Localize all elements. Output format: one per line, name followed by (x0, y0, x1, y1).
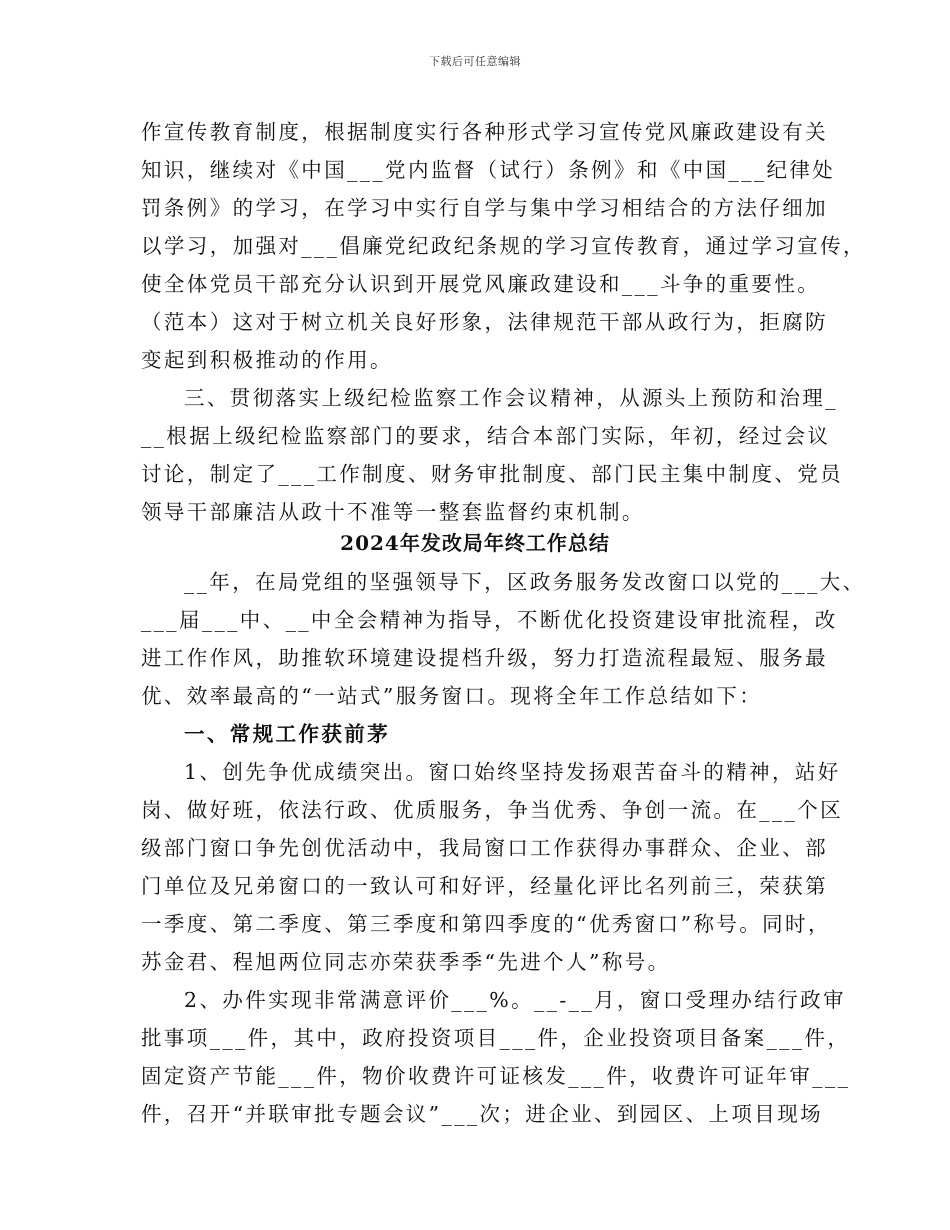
text-line: __根据上级纪检监察部门的要求，结合本部门实际，年初，经过会议 (141, 424, 831, 448)
document-title: 2024年发改局年终工作总结 (340, 531, 610, 555)
text-line: 固定资产节能___件，物价收费许可证核发___件，收费许可证年审___ (141, 1064, 851, 1088)
text-line: 以学习，加强对___倡廉党纪政纪条规的学习宣传教育，通过学习宣传， (141, 234, 866, 258)
page-header: 下载后可任意编辑 (429, 55, 521, 68)
text-line: 门单位及兄弟窗口的一致认可和好评，经量化评比名列前三，荣获第 (141, 874, 828, 898)
text-line: 使全体党员干部充分认识到开展党风廉政建设和___斗争的重要性。 (141, 272, 821, 296)
text-line: 批事项___件，其中，政府投资项目___件，企业投资项目备案___件， (141, 1026, 851, 1050)
text-line: 知识，继续对《中国___党内监督（试行）条例》和《中国___纪律处 (141, 158, 836, 182)
text-line: 1、创先争优成绩突出。窗口始终坚持发扬艰苦奋斗的精神，站好 (184, 760, 841, 784)
text-line: 件，召开“并联审批专题会议”___次；进企业、到园区、上项目现场 (141, 1102, 824, 1126)
text-line: 作宣传教育制度，根据制度实行各种形式学习宣传党风廉政建设有关 (141, 120, 828, 144)
text-line: （范本）这对于树立机关良好形象，法律规范干部从政行为，拒腐防 (141, 310, 828, 334)
section-heading: 一、常规工作获前茅 (184, 722, 391, 746)
text-line: 2、办件实现非常满意评价___%。__-__月，窗口受理办结行政审 (184, 988, 846, 1012)
text-line: 岗、做好班，依法行政、优质服务，争当优秀、争创一流。在___个区 (141, 798, 844, 822)
text-line: 级部门窗口争先创优活动中，我局窗口工作获得办事群众、企业、部 (141, 836, 828, 860)
text-line: 进工作作风，助推软环境建设提档升级，努力打造流程最短、服务最 (141, 646, 828, 670)
text-line: 优、效率最高的“一站式”服务窗口。现将全年工作总结如下： (141, 684, 763, 708)
text-line: 三、贯彻落实上级纪检监察工作会议精神，从源头上预防和治理_ (184, 386, 838, 410)
text-line: __年，在局党组的坚强领导下，区政务服务发改窗口以党的___大、 (184, 570, 866, 594)
text-line: 罚条例》的学习，在学习中实行自学与集中学习相结合的方法仔细加 (141, 196, 828, 220)
text-line: 变起到积极推动的作用。 (141, 348, 393, 372)
text-line: 讨论，制定了___工作制度、财务审批制度、部门民主集中制度、党员 (141, 462, 844, 486)
text-line: 苏金君、程旭两位同志亦荣获季季“先进个人”称号。 (141, 950, 671, 974)
text-line: 一季度、第二季度、第三季度和第四季度的“优秀窗口”称号。同时， (141, 912, 831, 936)
text-line: 领导干部廉洁从政十不准等一整套监督约束机制。 (141, 500, 645, 524)
text-line: ___届___中、__中全会精神为指导，不断优化投资建设审批流程，改 (141, 608, 838, 632)
